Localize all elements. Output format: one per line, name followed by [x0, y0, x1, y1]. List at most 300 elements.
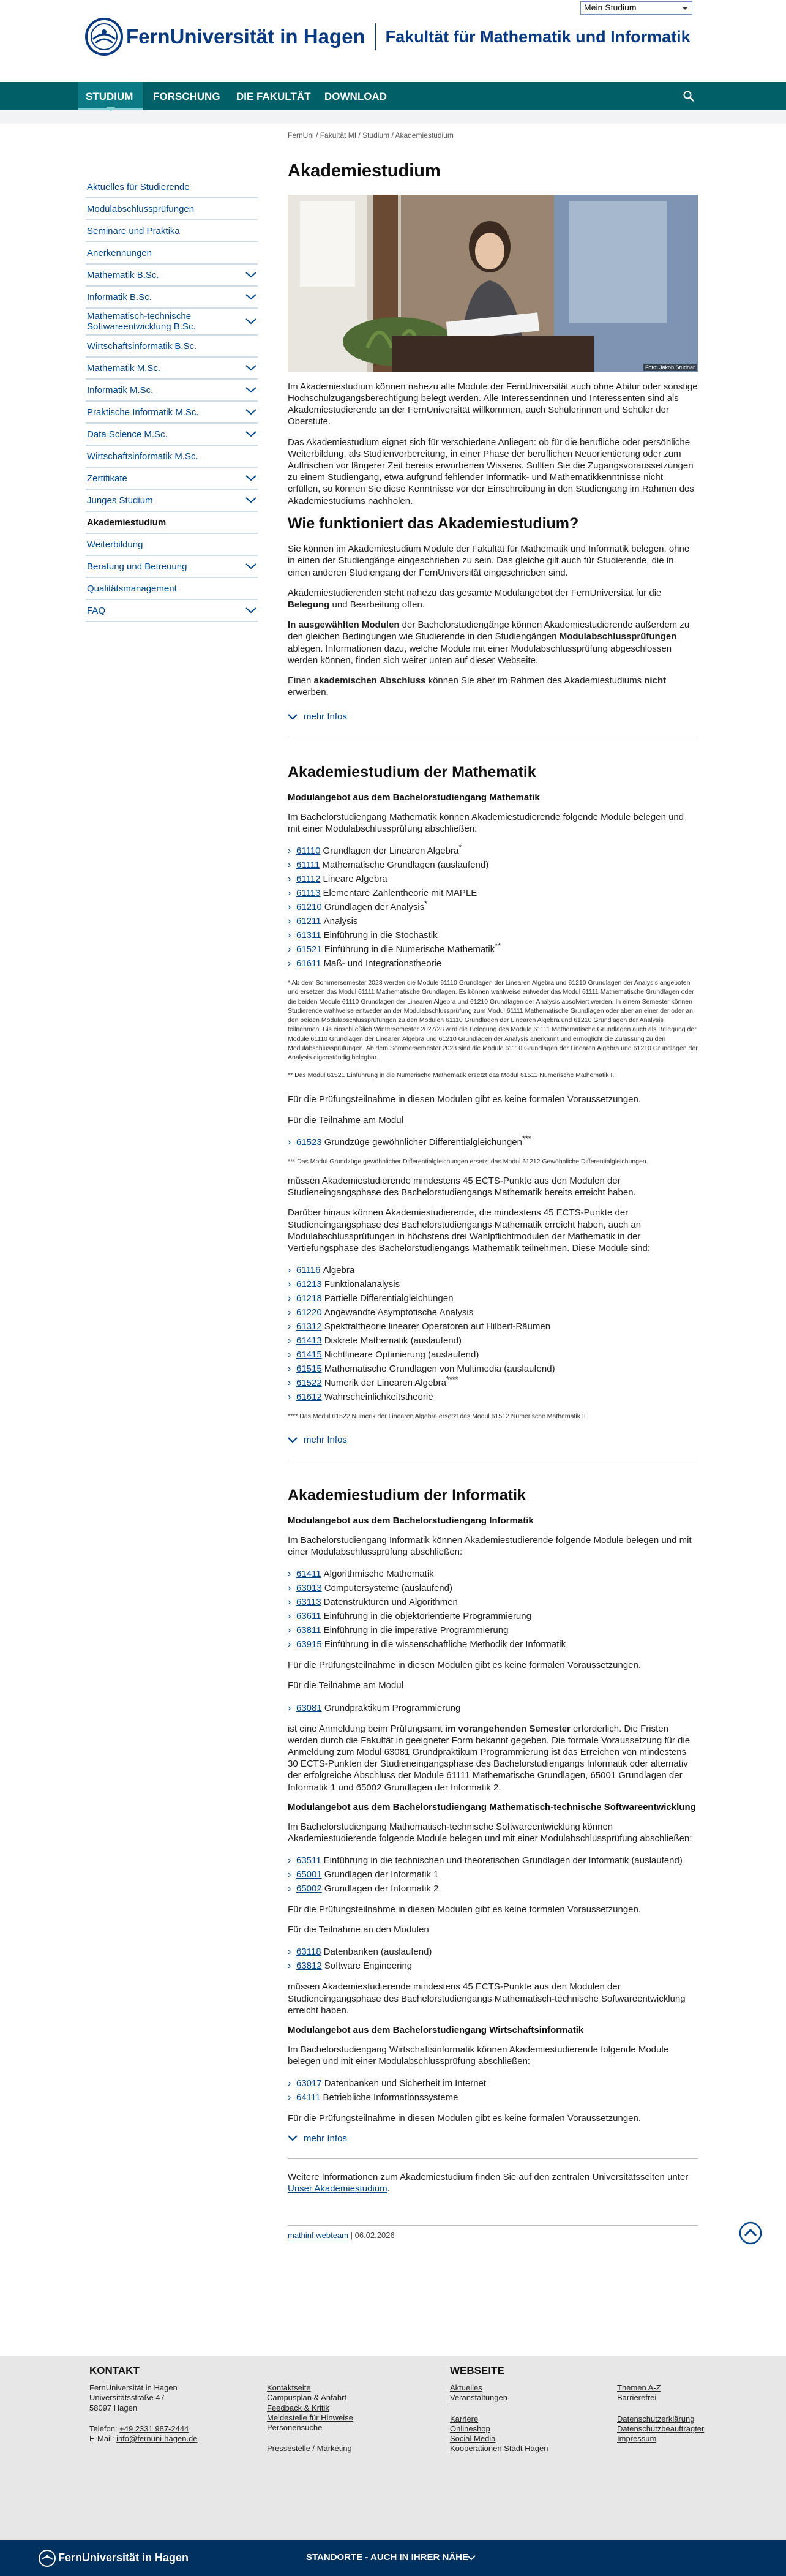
footer-link-onlineshop[interactable]: Onlineshop	[450, 2424, 490, 2433]
math-paragraph-2: Für die Prüfungsteilnahme in diesen Modulen gibt es keine formalen Voraussetzungen.	[288, 1094, 642, 1105]
more-info-toggle-2[interactable]	[288, 1435, 698, 1445]
how4-bold-d: nicht	[644, 675, 667, 686]
module-code-link[interactable]: 61112	[296, 874, 321, 885]
more-info-toggle-1[interactable]	[288, 712, 698, 722]
math-heading: Akademiestudium der Mathematik	[288, 764, 536, 781]
sidebar-item-label: Mathematik B.Sc.	[87, 269, 159, 280]
select-value: Mein Studium	[584, 2, 637, 12]
module-name: Analysis	[323, 916, 358, 927]
how-paragraph-1: Sie können im Akademiestudium Module der Fakultät für Mathematik und Informatik belegen, ohne in einen der Studiengänge eingeschrieben zu sein. Das gleiche gilt auch für Studierende, die in einen anderen Studiengang der FernUniversität eingeschrieben sind.	[288, 544, 690, 578]
module-name: Grundlagen der Informatik 2	[324, 1883, 439, 1894]
how-paragraph-4	[288, 675, 698, 698]
module-name: Grundlagen der Linearen Algebra	[323, 846, 459, 857]
chevron-right-icon: ›	[288, 846, 291, 857]
how4-text-e: erwerben.	[288, 687, 329, 698]
module-item	[288, 1389, 698, 1403]
module-item	[288, 942, 698, 956]
module-footnote-mark: *	[458, 843, 462, 852]
breadcrumb-fakultaet[interactable]: Fakultät MI	[320, 131, 357, 140]
final-paragraph	[288, 2171, 698, 2195]
how4-text-c: können Sie aber im Rahmen des Akademiestudiums	[425, 675, 645, 686]
module-item	[288, 871, 698, 885]
module-code-link[interactable]: 61116	[296, 1265, 321, 1276]
sidebar-item[interactable]	[86, 556, 258, 578]
chevron-right-icon: ›	[288, 1625, 291, 1636]
final-text: Weitere Informationen zum Akademiestudium finden Sie auf den zentralen Universitätsseiten unter	[288, 2171, 689, 2182]
footer-address	[89, 2383, 198, 2444]
sidebar-item[interactable]	[86, 446, 258, 468]
chevron-down-icon[interactable]	[245, 272, 256, 278]
sidebar-item[interactable]	[86, 512, 258, 534]
module-code-link[interactable]: 64111	[296, 2092, 321, 2103]
chevron-down-icon[interactable]	[245, 431, 256, 437]
intro-paragraph-1: Im Akademiestudium können nahezu alle Module der FernUniversität auch ohne Abitur oder sonstige Hochschulzugangsberechtigung belegt werden. Alle Interessentinnen und Interessenten sind als Akademiestudierende an der FernUniversität willkommen, auch Schülerinnen und Schüler der Oberstufe.	[288, 381, 698, 427]
footer-divider	[288, 2225, 698, 2226]
sidebar-item-label: Mathematik M.Sc.	[87, 362, 161, 374]
module-item	[288, 885, 698, 899]
sidebar-item-label: Mathematisch-technische Softwareentwicklung B.Sc.	[87, 311, 196, 332]
module-item	[288, 956, 698, 970]
main-navigation	[0, 82, 786, 110]
inf-heading: Akademiestudium der Informatik	[288, 1487, 526, 1504]
chevron-right-icon: ›	[288, 2078, 291, 2089]
module-name: Grundlagen der Analysis	[324, 902, 425, 913]
chevron-right-icon: ›	[288, 860, 291, 871]
module-item	[288, 857, 698, 871]
module-footnote-mark: ***	[522, 1134, 531, 1143]
sidebar-item-label: Informatik B.Sc.	[87, 291, 152, 302]
university-logo[interactable]	[84, 17, 691, 56]
module-item	[288, 1944, 698, 1958]
sidebar-item[interactable]	[86, 309, 258, 336]
inf-subheading: Modulangebot aus dem Bachelorstudiengang Informatik	[288, 1515, 534, 1526]
module-code-link[interactable]: 63812	[296, 1961, 322, 1972]
how3-text-d: ablegen. Informationen dazu, welche Module mit einer Modulabschlussprüfung abgeschlossen werden können, finden sich weiter unten auf dieser Webseite.	[288, 643, 672, 666]
chevron-right-icon: ›	[288, 874, 291, 885]
sidebar-item[interactable]	[86, 198, 258, 220]
faculty-name: Fakultät für Mathematik und Informatik	[385, 27, 691, 46]
how4-bold-b: akademischen Abschluss	[313, 675, 426, 686]
bottom-brand[interactable]: FernUniversität in Hagen	[58, 2552, 189, 2564]
chevron-down-icon[interactable]	[245, 387, 256, 393]
sidebar-item[interactable]	[86, 336, 258, 358]
module-item	[288, 2076, 698, 2090]
chevron-right-icon: ›	[288, 1947, 291, 1958]
module-item	[288, 1277, 698, 1291]
sidebar-nav	[86, 176, 258, 622]
chevron-right-icon: ›	[288, 1364, 291, 1375]
chevron-right-icon: ›	[288, 916, 291, 927]
chevron-right-icon: ›	[288, 902, 291, 913]
sidebar-item[interactable]	[86, 287, 258, 309]
module-code-link[interactable]: 61312	[296, 1321, 322, 1332]
chevron-right-icon: ›	[288, 1611, 291, 1622]
chevron-right-icon: ›	[288, 1392, 291, 1403]
footer-link-datenschutzbeauftragter[interactable]: Datenschutzbeauftragter	[617, 2424, 705, 2433]
module-name: Algorithmische Mathematik	[323, 1569, 434, 1580]
logo-divider	[375, 23, 376, 50]
university-seal-small-icon	[38, 2549, 56, 2567]
sidebar-item-label: Modulabschlussprüfungen	[87, 203, 195, 214]
footer-col-2	[267, 2383, 353, 2454]
intro-paragraph-2: Das Akademiestudium eignet sich für verschiedene Anliegen: ob für die berufliche oder persönliche Weiterbildung, als Studienvorbereitung, in einer Phase der beruflichen Neuorientierung oder zum Auffrischen vor längerer Zeit bereits erworbenen Wissens. Sollten Sie die Zugangsvoraussetzungen zu einem Studiengang, etwa aufgrund fehlender Informatik- und Mathematikkenntnisse nicht erfüllen, so können Sie diese Kenntnisse vor der Einschreibung in den Studiengang im Rahmen des Akademiestudiums nachholen.	[288, 437, 694, 506]
sidebar-item-label: Junges Studium	[87, 495, 153, 506]
mein-studium-select[interactable]	[580, 1, 692, 15]
chevron-down-icon[interactable]	[467, 2555, 476, 2561]
math-paragraph-5: Darüber hinaus können Akademiestudierende, die mindestens 45 ECTS-Punkte der Studieneingangsphase des Bachelorstudiengangs Mathematik erreicht haben, auch an Modulabschlussprüfungen in höchstens drei Wahlpflichtmodulen der Mathematik in der Vertiefungsphase des Bachelorstudiengangs Mathematik teilnehmen. Diese Module sind:	[288, 1207, 651, 1253]
sidebar-item[interactable]	[86, 402, 258, 424]
chevron-down-icon	[288, 2135, 298, 2141]
sidebar-item[interactable]	[86, 468, 258, 490]
module-name: Maß- und Integrationstheorie	[323, 958, 442, 969]
wi-subheading: Modulangebot aus dem Bachelorstudiengang Wirtschaftsinformatik	[288, 2025, 584, 2036]
module-item	[288, 1580, 698, 1594]
section-divider	[288, 2158, 698, 2159]
math-paragraph-3: Für die Teilnahme am Modul	[288, 1114, 403, 1125]
module-item	[288, 899, 698, 914]
sidebar-item[interactable]	[86, 176, 258, 198]
module-name: Algebra	[323, 1265, 355, 1276]
sidebar-item[interactable]	[86, 265, 258, 287]
module-item	[288, 914, 698, 928]
module-item	[288, 1867, 698, 1881]
address-line: 58097 Hagen	[89, 2403, 138, 2413]
footer-link-kooperationen[interactable]: Kooperationen Stadt Hagen	[450, 2444, 548, 2454]
module-code-link[interactable]: 61413	[296, 1335, 322, 1346]
module-item	[288, 1263, 698, 1277]
email-link[interactable]: info@fernuni-hagen.de	[116, 2434, 198, 2443]
math-footnote-2: ** Das Modul 61521 Einführung in die Numerische Mathematik ersetzt das Modul 61511 Numerische Mathematik I.	[288, 1072, 615, 1080]
module-code-link[interactable]: 61113	[296, 888, 321, 899]
module-code-link[interactable]: 63511	[296, 1855, 321, 1866]
module-item	[288, 1881, 698, 1895]
module-item	[288, 1333, 698, 1347]
chevron-right-icon: ›	[288, 1307, 291, 1318]
sidebar-item[interactable]	[86, 220, 258, 242]
module-code-link[interactable]: 63915	[296, 1639, 322, 1650]
module-item	[288, 1375, 698, 1389]
module-name: Datenbanken (auslaufend)	[323, 1947, 432, 1958]
nav-forschung[interactable]: FORSCHUNG	[153, 91, 220, 102]
sidebar-item-label: Beratung und Betreuung	[87, 561, 187, 572]
module-code-link[interactable]: 61213	[296, 1279, 322, 1290]
footer-link-impressum[interactable]: Impressum	[617, 2434, 657, 2443]
footer-link-veranstaltungen[interactable]: Veranstaltungen	[450, 2393, 507, 2403]
update-date: | 06.02.2026	[350, 2230, 395, 2240]
module-name: Betriebliche Informationssysteme	[323, 2092, 458, 2103]
site-footer	[0, 2356, 786, 2540]
how2-text-a: Akademiestudierenden steht nahezu das gesamte Modulangebot der FernUniversität für die	[288, 587, 662, 598]
module-item	[288, 1347, 698, 1361]
module-name: Partielle Differentialgleichungen	[324, 1293, 454, 1304]
module-code-link[interactable]: 61110	[296, 846, 321, 857]
module-item	[288, 1594, 698, 1609]
chevron-down-icon[interactable]	[245, 409, 256, 415]
sidebar-item-label: Weiterbildung	[87, 539, 143, 550]
sidebar-item-label: Aktuelles für Studierende	[87, 181, 190, 192]
hero-photo	[288, 195, 698, 372]
module-item	[288, 1135, 698, 1149]
sidebar-item-label: Zertifikate	[87, 473, 127, 484]
hero-photo-illustration	[288, 195, 698, 372]
module-code-link[interactable]: 65001	[296, 1869, 322, 1880]
module-code-link[interactable]: 61220	[296, 1307, 322, 1318]
how4-text-a: Einen	[288, 675, 314, 686]
back-to-top-icon[interactable]	[738, 2221, 763, 2245]
footer-link-barrierefrei[interactable]: Barrierefrei	[617, 2393, 657, 2403]
module-code-link[interactable]: 61415	[296, 1350, 322, 1361]
inf4-text-a: ist eine Anmeldung beim Prüfungsamt	[288, 1723, 445, 1734]
module-code-link[interactable]: 61522	[296, 1378, 322, 1389]
module-code-link[interactable]: 63017	[296, 2078, 322, 2089]
chevron-right-icon: ›	[288, 1321, 291, 1332]
module-name: Einführung in die technischen und theoretischen Grundlagen der Informatik (auslaufend)	[323, 1855, 683, 1866]
chevron-down-icon[interactable]	[245, 294, 256, 300]
module-item	[288, 1566, 698, 1580]
module-code-link[interactable]: 61218	[296, 1293, 322, 1304]
how3-bold-c: Modulabschlussprüfungen	[559, 631, 677, 642]
footer-link-campusplan[interactable]: Campusplan & Anfahrt	[267, 2393, 347, 2403]
search-icon[interactable]	[683, 91, 694, 102]
how2-text-c: und Bearbeitung offen.	[329, 599, 425, 610]
inf4-bold: im vorangehenden Semester	[444, 1723, 571, 1734]
module-code-link[interactable]: 63081	[296, 1702, 322, 1713]
how-paragraph-2	[288, 587, 698, 610]
math-module-list	[288, 843, 698, 970]
chevron-right-icon: ›	[288, 1378, 291, 1389]
chevron-right-icon: ›	[288, 1961, 291, 1972]
module-name: Datenbanken und Sicherheit im Internet	[324, 2078, 487, 2089]
module-name: Grundzüge gewöhnlicher Differentialgleichungen	[324, 1136, 522, 1147]
module-code-link[interactable]: 61211	[296, 916, 321, 927]
sidebar-item-label: Wirtschaftsinformatik M.Sc.	[87, 451, 198, 462]
how2-bold: Belegung	[288, 599, 330, 610]
chevron-right-icon: ›	[288, 1293, 291, 1304]
sidebar-item[interactable]	[86, 578, 258, 600]
chevron-down-icon[interactable]	[245, 475, 256, 481]
chevron-right-icon: ›	[288, 1350, 291, 1361]
akademiestudium-link[interactable]: Unser Akademiestudium	[288, 2183, 387, 2194]
chevron-right-icon: ›	[288, 1265, 291, 1276]
phone-link[interactable]: +49 2331 987-2444	[119, 2424, 189, 2433]
brand-name: FernUniversität in Hagen	[126, 25, 365, 48]
module-code-link[interactable]: 61111	[296, 860, 320, 871]
chevron-right-icon: ›	[288, 888, 291, 899]
module-name: Angewandte Asymptotische Analysis	[324, 1307, 474, 1318]
footer-link-pressestelle[interactable]: Pressestelle / Marketing	[267, 2444, 352, 2454]
chevron-down-icon[interactable]	[245, 318, 256, 325]
module-footnote-mark: **	[495, 942, 501, 951]
module-name: Mathematische Grundlagen (auslaufend)	[322, 860, 489, 871]
mts-module-list	[288, 1853, 698, 1895]
module-code-link[interactable]: 61515	[296, 1364, 322, 1375]
chevron-down-icon[interactable]	[245, 607, 256, 614]
mts-subheading: Modulangebot aus dem Bachelorstudiengang Mathematisch-technische Softwareentwicklung	[288, 1801, 696, 1812]
footer-link-meldestelle[interactable]: Meldestelle für Hinweise	[267, 2413, 353, 2422]
module-name: Einführung in die Stochastik	[323, 930, 438, 941]
chevron-down-icon[interactable]	[245, 563, 256, 569]
module-item	[288, 843, 698, 857]
math-footnote-4: **** Das Modul 61522 Numerik der Linearen Algebra ersetzt das Modul 61512 Numerische Mathematik II	[288, 1413, 586, 1421]
chevron-right-icon: ›	[288, 1869, 291, 1880]
mts-module-list-2	[288, 1944, 698, 1972]
footer-link-feedback[interactable]: Feedback & Kritik	[267, 2403, 329, 2413]
footer-link-personensuche[interactable]: Personensuche	[267, 2423, 323, 2432]
module-code-link[interactable]: 65002	[296, 1883, 322, 1894]
math-footnote-3: *** Das Modul Grundzüge gewöhnlicher Differentialgleichungen ersetzt das Modul 61212 Gewöhnliche Differentialgleichungen.	[288, 1157, 648, 1165]
module-name: Einführung in die wissenschaftliche Methodik der Informatik	[324, 1639, 566, 1650]
module-name: Mathematische Grundlagen von Multimedia (auslaufend)	[324, 1364, 555, 1375]
module-item	[288, 928, 698, 942]
chevron-down-icon	[288, 714, 298, 720]
module-item	[288, 1305, 698, 1319]
module-code-link[interactable]: 63013	[296, 1583, 322, 1594]
main-content	[288, 162, 698, 2250]
module-code-link[interactable]: 61210	[296, 902, 322, 913]
mts-paragraph-3: Für die Teilnahme an den Modulen	[288, 1924, 429, 1936]
standorte-toggle[interactable]: STANDORTE - AUCH IN IHRER NÄHE	[306, 2552, 468, 2563]
sidebar-item-label: Qualitätsmanagement	[87, 583, 177, 594]
module-code-link[interactable]: 63118	[296, 1947, 321, 1958]
math-module-list-2	[288, 1135, 698, 1149]
math-footnote-1: * Ab dem Sommersemester 2028 werden die Module 61110 Grundlagen der Linearen Algebra und 61210 Grundlagen der Analysis angeboten und ersetzen das Modul 61111 Mathematische Grundlagen. Es können wahlweise entweder das Modul 61111 Mathematische Grundlagen oder die beiden Module 61110 Grundlagen der Linearen Algebra und 61210 Grundlagen der Analysis absolviert werden. In einem Semester können Studierende wahlweise entweder an der Modulabschlussprüfung zum Modul 61111 Mathematische Grundlagen oder aber an einer der oder an den beiden Modulabschlussprüfungen zu den Modulen 61110 Grundlagen der Linearen Algebra und 61210 Grundlagen der Analysis teilnehmen. Bis einschließlich Wintersemester 2027/28 wird die Belegung des Module 61111 Mathematische Grundlagen auch als Belegung der Module 61110 Grundlagen der Linearen Algebra und 61210 Grundlagen der Analysis anerkannt und ermöglicht die Zulassung zu den Modulabschlussprüfungen. Ab dem Sommersemester 2028 sind die Module 61110 Grundlagen der Linearen Algebra und 61210 Grundlagen der Analysis eigenständig belegbar.	[288, 979, 698, 1061]
nav-die-fakultaet[interactable]: DIE FAKULTÄT	[236, 91, 311, 102]
footer-link-themen[interactable]: Themen A-Z	[617, 2383, 661, 2392]
module-name: Grundlagen der Informatik 1	[324, 1869, 439, 1880]
chevron-right-icon: ›	[288, 1583, 291, 1594]
module-item	[288, 1958, 698, 1972]
module-name: Computersysteme (auslaufend)	[324, 1583, 452, 1594]
inf-paragraph-2: Für die Prüfungsteilnahme in diesen Modulen gibt es keine formalen Voraussetzungen.	[288, 1660, 642, 1671]
breadcrumb-fernuni[interactable]: FernUni	[288, 131, 314, 140]
chevron-right-icon: ›	[288, 930, 291, 941]
sidebar-item-label: Wirtschaftsinformatik B.Sc.	[87, 340, 197, 351]
wi-module-list	[288, 2076, 698, 2104]
module-item	[288, 1637, 698, 1651]
module-item	[288, 1853, 698, 1867]
module-item	[288, 1700, 698, 1714]
module-name: Einführung in die Numerische Mathematik	[324, 944, 495, 955]
chevron-right-icon: ›	[288, 1597, 291, 1608]
more-info-toggle-3[interactable]	[288, 2133, 698, 2144]
sidebar-item-label: Praktische Informatik M.Sc.	[87, 407, 199, 418]
email-label: E-Mail:	[89, 2434, 117, 2443]
address-line: FernUniversität in Hagen	[89, 2383, 178, 2392]
mts-paragraph-4: müssen Akademiestudierende mindestens 45 ECTS-Punkte aus den Modulen der Studieneingangsphase des Bachelorstudiengangs Mathematisch-technische Softwareentwicklung erreicht haben.	[288, 1981, 686, 2016]
chevron-down-icon[interactable]	[245, 365, 256, 371]
module-name: Lineare Algebra	[323, 874, 387, 885]
math-module-list-3	[288, 1263, 698, 1403]
footer-link-kontaktseite[interactable]: Kontaktseite	[267, 2383, 311, 2392]
sidebar-item-label: Informatik M.Sc.	[87, 385, 154, 396]
sidebar-item-label: Seminare und Praktika	[87, 225, 180, 236]
module-name: Einführung in die objektorientierte Programmierung	[323, 1611, 531, 1622]
module-name: Datenstrukturen und Algorithmen	[323, 1597, 458, 1608]
module-code-link[interactable]: 63811	[296, 1625, 321, 1636]
module-item	[288, 1623, 698, 1637]
inf4-text-c: erforderlich. Die Fristen werden durch die Fakultät in geeigneter Form bekannt gegeben. Die formale Voraussetzung für die Anmeldung zum Modul 63081 Grundpraktikum Programmierung ist das Erreichen von mindestens 30 ECTS-Punkten der Studieneingangsphase des Bachelorstudiengangs Informatik oder alternativ der erfolgreiche Abschluss der Module 61111 Mathematische Grundlagen, 65001 Grundlagen der Informatik 1 und 65002 Grundlagen der Informatik 2.	[288, 1723, 691, 1793]
module-code-link[interactable]: 61311	[296, 930, 321, 941]
module-name: Einführung in die imperative Programmierung	[323, 1625, 509, 1636]
chevron-right-icon: ›	[288, 1136, 291, 1147]
footer-email	[89, 2434, 198, 2444]
module-name: Diskrete Mathematik (auslaufend)	[324, 1335, 462, 1346]
inf-paragraph-4	[288, 1723, 698, 1793]
module-code-link[interactable]: 61611	[296, 958, 321, 969]
more-info-label: mehr Infos	[304, 2133, 347, 2144]
sidebar-item[interactable]	[86, 242, 258, 265]
webteam-link[interactable]: mathinf.webteam	[288, 2230, 348, 2240]
module-item	[288, 2090, 698, 2104]
breadcrumb-studium[interactable]: Studium	[362, 131, 390, 140]
sidebar-item[interactable]	[86, 600, 258, 622]
bottom-bar	[0, 2540, 786, 2576]
module-item	[288, 1319, 698, 1333]
module-footnote-mark: ****	[446, 1375, 458, 1384]
chevron-right-icon: ›	[288, 1279, 291, 1290]
chevron-right-icon: ›	[288, 958, 291, 969]
page-title: Akademiestudium	[288, 161, 441, 181]
module-name: Elementare Zahlentheorie mit MAPLE	[323, 888, 477, 899]
chevron-down-icon[interactable]	[245, 497, 256, 503]
how3-text-b: der Bachelorstudiengänge können Akademiestudierende außerdem zu den gleichen Bedingungen wie Studierende in den Studiengängen	[288, 620, 690, 642]
page-meta	[288, 2231, 698, 2241]
chevron-right-icon: ›	[288, 944, 291, 955]
sidebar-item-label: FAQ	[87, 605, 106, 616]
module-code-link[interactable]: 63113	[296, 1597, 321, 1608]
module-item	[288, 1291, 698, 1305]
module-code-link[interactable]: 61612	[296, 1392, 322, 1403]
footer-link-social-media[interactable]: Social Media	[450, 2434, 496, 2443]
wi-paragraph: Im Bachelorstudiengang Wirtschaftsinformatik können Akademiestudierende folgende Module belegen und mit einer Modulabschlussprüfung abschließen:	[288, 2045, 669, 2067]
mts-paragraph-2: Für die Prüfungsteilnahme in diesen Modulen gibt es keine formalen Voraussetzungen.	[288, 1904, 642, 1915]
module-code-link[interactable]: 63611	[296, 1611, 321, 1622]
breadcrumb-current: Akademiestudium	[395, 131, 454, 140]
module-code-link[interactable]: 61521	[296, 944, 322, 955]
nav-studium[interactable]: STUDIUM	[86, 91, 133, 102]
photo-credit: Foto: Jakob Studnar	[643, 364, 697, 371]
sidebar-item[interactable]	[86, 424, 258, 446]
footer-link-karriere[interactable]: Karriere	[450, 2414, 479, 2424]
footer-link-aktuelles[interactable]: Aktuelles	[450, 2383, 482, 2392]
header-band	[0, 110, 786, 124]
chevron-right-icon: ›	[288, 1569, 291, 1580]
footer-webseite-heading: WEBSEITE	[450, 2365, 504, 2376]
module-code-link[interactable]: 61523	[296, 1136, 322, 1147]
nav-download[interactable]: DOWNLOAD	[324, 91, 387, 102]
top-header	[0, 0, 786, 82]
module-name: Wahrscheinlichkeitstheorie	[324, 1392, 433, 1403]
sidebar-item[interactable]	[86, 358, 258, 380]
module-name: Spektraltheorie linearer Operatoren auf Hilbert-Räumen	[324, 1321, 551, 1332]
inf-paragraph: Im Bachelorstudiengang Informatik können Akademiestudierende folgende Module belegen und mit einer Modulabschlussprüfung abschließen:	[288, 1534, 692, 1558]
sidebar-item[interactable]	[86, 380, 258, 402]
breadcrumb: FernUni / Fakultät MI / Studium / Akademiestudium	[288, 131, 454, 140]
chevron-right-icon: ›	[288, 1855, 291, 1866]
chevron-right-icon: ›	[288, 1883, 291, 1894]
sidebar-item[interactable]	[86, 490, 258, 512]
sidebar-item[interactable]	[86, 534, 258, 556]
math-paragraph: Im Bachelorstudiengang Mathematik können Akademiestudierende folgende Module belegen und mit einer Modulabschlussprüfung abschließen:	[288, 811, 684, 835]
chevron-right-icon: ›	[288, 2092, 291, 2103]
more-info-label: mehr Infos	[304, 1435, 347, 1446]
final-dot: .	[387, 2183, 390, 2194]
university-seal-icon	[84, 17, 124, 56]
footer-link-datenschutz[interactable]: Datenschutzerklärung	[617, 2414, 695, 2424]
footer-col-3	[450, 2383, 548, 2454]
module-code-link[interactable]: 61411	[296, 1569, 321, 1580]
sidebar-item-label: Anerkennungen	[87, 247, 152, 258]
